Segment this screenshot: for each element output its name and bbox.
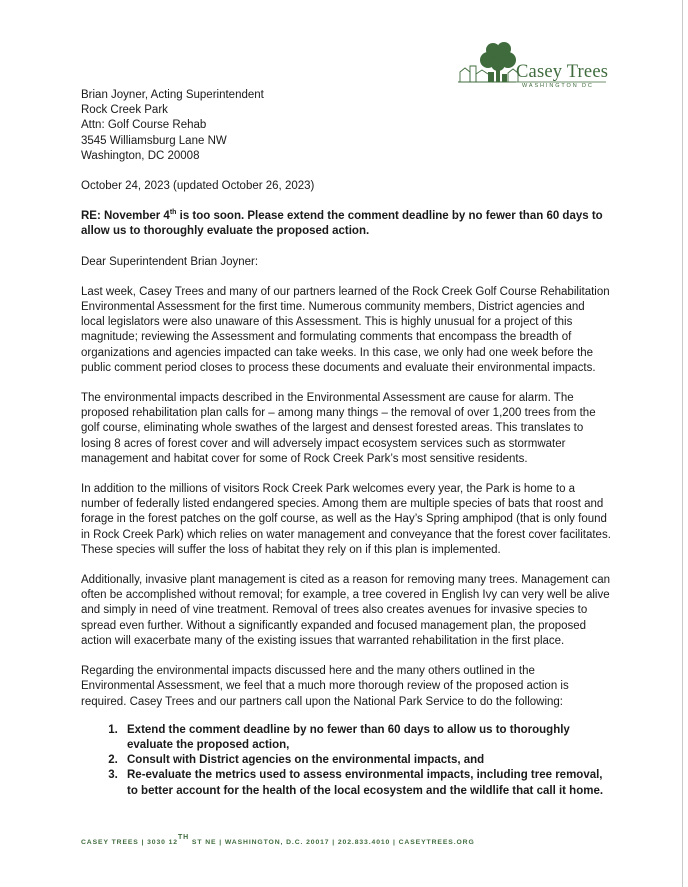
body-paragraph: Regarding the environmental impacts discussed here and the many others outlined in the Environmental Assessment, we feel that a much more thorough review of the proposed action is required. Casey Trees and our partners call upon the National Park Service to do the following:	[81, 665, 569, 708]
logo-subtitle: WASHINGTON DC	[522, 83, 594, 89]
address-line: Washington, DC 20008	[81, 149, 200, 162]
body-paragraph: In addition to the millions of visitors Rock Creek Park welcomes every year, the Park is home to a number of federally listed endangered species. Among them are multiple species of bats that roost and forage in the forest patches on the golf course, as well as the Hay’s Spring amphipod (that is only found in Rock Creek Park) which relies on water management and conveyance that the forest cover facilitates. These species will suffer the loss of habitat they rely on if this plan is implemented.	[81, 483, 611, 556]
body-paragraph: The environmental impacts described in the Environmental Assessment are cause for alarm. The proposed rehabilitation plan calls for – among many things – the removal of over 1,200 trees from the golf course, eliminating whole swathes of the largest and densest forested areas. This translates to losing 8 acres of forest cover and will adversely impact ecosystem services such as stormwater management and habitat cover for some of Rock Creek Park’s most sensitive residents.	[81, 392, 596, 465]
body-paragraph: Last week, Casey Trees and many of our partners learned of the Rock Creek Golf Course Rehabilitation Environmental Assessment for the first time. Numerous community members, District agencies and local legislators were also unaware of this Assessment. This is highly unusual for a project of this magnitude; reviewing the Assessment and formulating comments that encompass the breadth of organizations and agencies impacted can take weeks. In this case, we only had one week before the public comment period closes to process these documents and evaluate their environmental impacts.	[81, 285, 610, 374]
body-paragraph: Additionally, invasive plant management is cited as a reason for removing many trees. Management can often be accomplished without removal; for example, a tree covered in English Ivy can very well be alive and simply in need of vine treatment. Removal of trees also creates avenues for invasive species to spread even further. Without a significantly expanded and focused management plan, the proposed action will exacerbate many of the existing issues that warranted rehabilitation in the first place.	[81, 574, 611, 647]
list-item: 3. Re-evaluate the metrics used to assess environmental impacts, including tree removal, to better account for the health of the local ecosystem and the wildlife that call it home.	[121, 768, 611, 798]
subject-line: RE: November 4th is too soon. Please extend the comment deadline by no fewer than 60 days to allow us to thoroughly evaluate the proposed action.	[81, 209, 603, 238]
address-line: Rock Creek Park	[81, 104, 168, 117]
letter-body	[81, 88, 611, 799]
letter-date: October 24, 2023 (updated October 26, 2023)	[81, 180, 315, 193]
letterhead-footer: CASEY TREES | 3030 12TH ST NE | WASHINGTON, D.C. 20017 | 202.833.4010 | CASEYTREES.ORG	[81, 834, 475, 846]
address-line: Attn: Golf Course Rehab	[81, 119, 207, 132]
list-item: 1. Extend the comment deadline by no fewer than 60 days to allow us to thoroughly evaluate the proposed action,	[121, 723, 611, 753]
list-item: 2. Consult with District agencies on the environmental impacts, and	[121, 753, 611, 768]
request-list	[81, 723, 611, 799]
salutation: Dear Superintendent Brian Joyner:	[81, 255, 259, 268]
address-line: Brian Joyner, Acting Superintendent	[81, 89, 264, 101]
logo-name: Casey Trees	[516, 62, 609, 82]
address-line: 3545 Williamsburg Lane NW	[81, 134, 227, 147]
recipient-address	[81, 88, 611, 164]
